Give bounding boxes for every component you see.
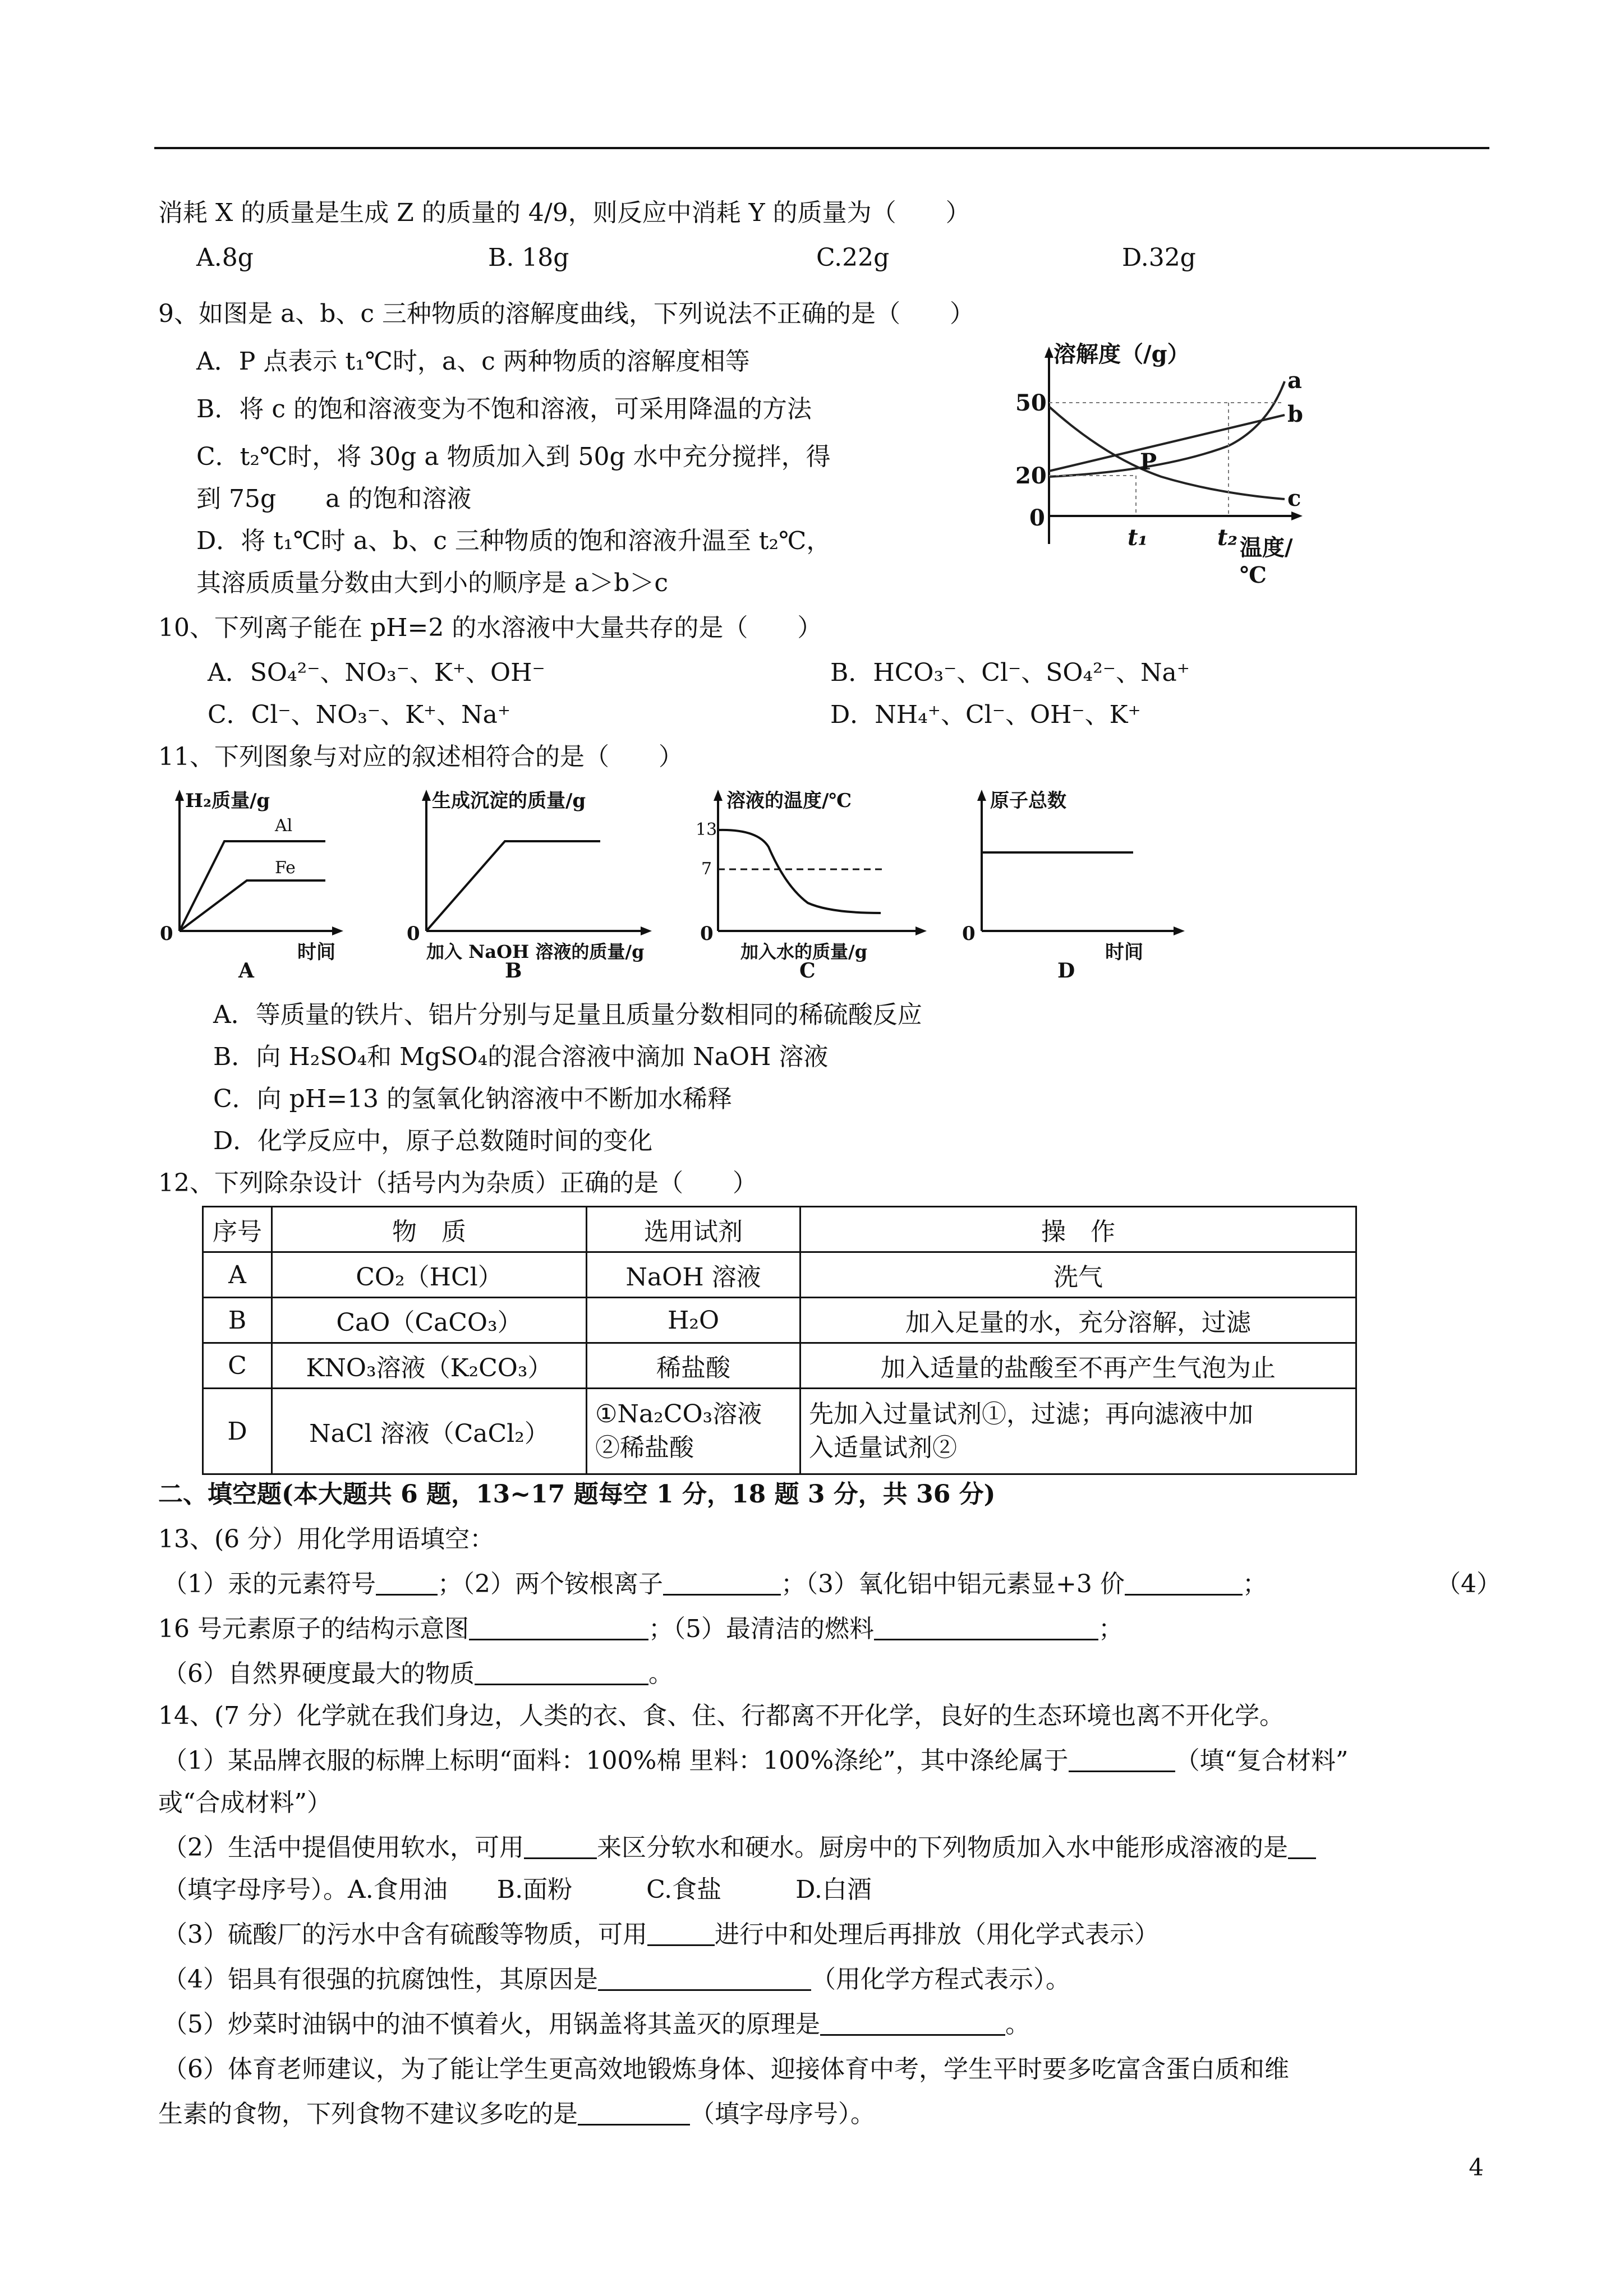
q9-option-d-line1: D．将 t₁℃时 a、b、c 三种物质的饱和溶液升温至 t₂℃， [196, 527, 831, 555]
q9-point-p: P [1140, 449, 1157, 475]
q11-chart-a [157, 785, 348, 987]
q11b-letter: B [505, 959, 522, 983]
table-row [203, 1389, 1356, 1474]
q14-p1 [163, 1744, 1349, 1778]
q9-xlabel: 温度/℃ [1240, 534, 1293, 588]
q11-option-a: A．等质量的铁片、铝片分别与足量且质量分数相同的稀硫酸反应 [213, 1001, 922, 1029]
q11c-xlabel: 加入水的质量/g [740, 941, 868, 962]
q11c-curve [718, 830, 881, 913]
table-cell: B [203, 1298, 272, 1343]
q14-p1b: （填“复合材料” [1175, 1746, 1349, 1775]
answer-blank[interactable] [663, 1569, 781, 1596]
table-cell: C [203, 1343, 272, 1389]
answer-blank[interactable] [820, 2009, 1005, 2036]
q14-p3b: 进行中和处理后再排放（用化学式表示） [715, 1920, 1159, 1949]
q14-p4b: （用化学方程式表示）。 [811, 1965, 1070, 1994]
q10-stem: 10、下列离子能在 pH=2 的水溶液中大量共存的是（ ） [158, 614, 822, 642]
answer-blank[interactable] [647, 1920, 715, 1946]
q14-p6c: （填字母序号）。 [690, 2100, 875, 2128]
table-row [203, 1343, 1356, 1389]
q11b-line [426, 841, 600, 931]
q8-option-c: C.22g [816, 243, 890, 272]
answer-blank[interactable] [874, 1614, 1098, 1640]
q12-stem: 12、下列除杂设计（括号内为杂质）正确的是（ ） [158, 1169, 757, 1197]
q13-l1b: ；（2）两个铵根离子 [438, 1570, 663, 1598]
q10-option-b: B．HCO₃⁻、Cl⁻、SO₄²⁻、Na⁺ [830, 658, 1190, 687]
q11d-xlabel: 时间 [1105, 941, 1143, 963]
q9-ytick-0: 0 [1029, 505, 1045, 531]
q11a-label-al: Al [275, 816, 293, 836]
q10-option-c: C．Cl⁻、NO₃⁻、K⁺、Na⁺ [208, 700, 511, 729]
q8-option-a: A.8g [196, 243, 254, 272]
table-header-row [203, 1207, 1356, 1252]
header-cell: 选用试剂 [587, 1207, 801, 1252]
q13-stem: 13、(6 分）用化学用语填空： [158, 1525, 495, 1553]
q9-option-b: B．将 c 的饱和溶液变为不饱和溶液，可采用降温的方法 [196, 395, 812, 423]
table-cell: D [203, 1389, 272, 1474]
q11c-letter: C [799, 959, 816, 983]
answer-blank[interactable] [524, 1833, 597, 1859]
q14-stem: 14、(7 分）化学就在我们身边，人类的衣、食、住、行都离不开化学，良好的生态环境也离不开化学。 [158, 1702, 1285, 1730]
q13-l2b: ；（5）最清洁的燃料 [648, 1615, 874, 1643]
answer-blank[interactable] [598, 1965, 811, 1991]
q11-chart-d [954, 785, 1189, 987]
q9-option-c-line2: 到 75g a 的饱和溶液 [196, 485, 472, 513]
q13-l1a: （1）汞的元素符号 [163, 1570, 376, 1598]
q13-l2a: 16 号元素原子的结构示意图 [158, 1615, 469, 1643]
q14-p4 [163, 1963, 1070, 1997]
q9-curve-label-b: b [1287, 401, 1303, 427]
q9-stem: 9、如图是 a、b、c 三种物质的溶解度曲线，下列说法不正确的是（ ） [158, 299, 975, 328]
q14-p3 [163, 1918, 1159, 1952]
table-cell: 洗气 [801, 1252, 1356, 1298]
q10-option-d: D．NH₄⁺、Cl⁻、OH⁻、K⁺ [830, 700, 1141, 729]
q9-curve-label-a: a [1287, 367, 1302, 394]
q14-p4a: （4）铝具有很强的抗腐蚀性，其原因是 [163, 1965, 598, 1994]
q8-stem: 消耗 X 的质量是生成 Z 的质量的 4/9，则反应中消耗 Y 的质量为（ ） [158, 199, 970, 227]
table-cell: 加入足量的水，充分溶解，过滤 [801, 1298, 1356, 1343]
table-row [203, 1298, 1356, 1343]
q11b-origin: 0 [407, 923, 420, 945]
q13-line1 [163, 1567, 1267, 1601]
table-cell: KNO₃溶液（K₂CO₃） [272, 1343, 587, 1389]
q11d-letter: D [1057, 959, 1075, 983]
q9-option-c-line1: C．t₂℃时，将 30g a 物质加入到 50g 水中充分搅拌，得 [196, 442, 831, 471]
q14-p2c: （填字母序号）。A.食用油 B.面粉 C.食盐 D.白酒 [163, 1875, 872, 1904]
q14-p3a: （3）硫酸厂的污水中含有硫酸等物质，可用 [163, 1920, 647, 1949]
q11c-ytick-13: 13 [696, 820, 717, 840]
q13-line2 [158, 1612, 1123, 1646]
q11-chart-b [398, 785, 668, 987]
answer-blank[interactable] [578, 2099, 690, 2126]
q11a-ylabel: H₂质量/g [185, 790, 270, 812]
answer-blank[interactable] [376, 1569, 438, 1596]
table-cell: CaO（CaCO₃） [272, 1298, 587, 1343]
table-cell: 先加入过量试剂①，过滤；再向滤液中加 入适量试剂② [801, 1389, 1356, 1474]
q14-p5a: （5）炒菜时油锅中的油不慎着火，用锅盖将其盖灭的原理是 [163, 2010, 820, 2039]
header-cell: 序号 [203, 1207, 272, 1252]
q9-solubility-chart [993, 336, 1307, 588]
q13-l1d: ； [1242, 1570, 1267, 1598]
q14-p2b: 来区分软水和硬水。厨房中的下列物质加入水中能形成溶液的是 [597, 1833, 1288, 1862]
q11-chart-c [696, 785, 931, 987]
q13-l3a: （6）自然界硬度最大的物质 [163, 1659, 475, 1688]
q11d-origin: 0 [962, 923, 976, 945]
q14-p1c: 或“合成材料”） [158, 1788, 332, 1817]
q13-l3b: 。 [648, 1659, 673, 1688]
q11b-xlabel: 加入 NaOH 溶液的质量/g [426, 941, 645, 962]
answer-blank[interactable] [469, 1614, 648, 1640]
q14-p2 [163, 1831, 1316, 1865]
q8-option-d: D.32g [1122, 243, 1196, 272]
table-cell: CO₂（HCl） [272, 1252, 587, 1298]
q9-xtick-t2: t₂ [1217, 524, 1237, 551]
q9-curve-c [1049, 407, 1285, 499]
q9-ytick-20: 20 [1015, 463, 1047, 489]
q9-y-arrow [1045, 347, 1053, 358]
q14-p5b: 。 [1005, 2010, 1030, 2039]
q9-option-d-line2: 其溶质质量分数由大到小的顺序是 a＞b＞c [196, 569, 669, 597]
q11-option-d: D．化学反应中，原子总数随时间的变化 [213, 1127, 653, 1155]
q9-ylabel: 溶解度（/g） [1053, 341, 1190, 367]
answer-blank[interactable] [1288, 1833, 1316, 1859]
section-2-heading: 二、填空题(本大题共 6 题，13~17 题每空 1 分，18 题 3 分，共 36 分) [158, 1480, 996, 1509]
q11a-line-al [180, 841, 325, 931]
q14-p6b: 生素的食物，下列食物不建议多吃的是 [158, 2100, 578, 2128]
table-cell: ①Na₂CO₃溶液 ②稀盐酸 [587, 1389, 801, 1474]
q11a-origin: 0 [160, 923, 173, 945]
q14-p6 [158, 2097, 875, 2131]
q13-l1e: （4） [1436, 1570, 1501, 1598]
q9-xtick-t1: t₁ [1128, 524, 1148, 551]
q11-stem: 11、下列图象与对应的叙述相符合的是（ ） [158, 743, 683, 771]
answer-blank[interactable] [1069, 1746, 1175, 1772]
q11c-origin: 0 [700, 923, 714, 945]
header-cell: 操 作 [801, 1207, 1356, 1252]
answer-blank[interactable] [475, 1659, 648, 1685]
header-cell: 物 质 [272, 1207, 587, 1252]
table-cell: NaOH 溶液 [587, 1252, 801, 1298]
table-cell: A [203, 1252, 272, 1298]
q9-option-a: A．P 点表示 t₁℃时，a、c 两种物质的溶解度相等 [196, 347, 750, 376]
table-cell: NaCl 溶液（CaCl₂） [272, 1389, 587, 1474]
q11-option-b: B．向 H₂SO₄和 MgSO₄的混合溶液中滴加 NaOH 溶液 [213, 1043, 829, 1071]
q9-x-arrow [1291, 511, 1303, 520]
q12-table [202, 1206, 1357, 1475]
table-cell: 稀盐酸 [587, 1343, 801, 1389]
q11d-ylabel: 原子总数 [990, 790, 1066, 812]
table-row [203, 1252, 1356, 1298]
q13-line3 [163, 1657, 673, 1691]
q8-option-b: B. 18g [488, 243, 569, 272]
q14-p5 [163, 2008, 1030, 2041]
q11a-xlabel: 时间 [297, 941, 335, 963]
q13-l2c: ； [1098, 1615, 1123, 1643]
q14-p2a: （2）生活中提倡使用软水，可用 [163, 1833, 524, 1862]
table-cell: H₂O [587, 1298, 801, 1343]
header-rule [154, 147, 1489, 149]
q11c-ylabel: 溶液的温度/℃ [726, 790, 852, 812]
q13-l1c: ；（3）氧化铝中铝元素显+3 价 [781, 1570, 1125, 1598]
q11c-ytick-7: 7 [701, 859, 712, 879]
q11a-letter: A [238, 959, 254, 983]
q9-ytick-50: 50 [1015, 390, 1047, 416]
q11a-label-fe: Fe [275, 858, 296, 878]
q11b-ylabel: 生成沉淀的质量/g [432, 790, 586, 812]
q14-p1a: （1）某品牌衣服的标牌上标明“面料：100%棉 里料：100%涤纶”，其中涤纶属于 [163, 1746, 1069, 1775]
page-number: 4 [1469, 2154, 1484, 2181]
q11-option-c: C．向 pH=13 的氢氧化钠溶液中不断加水稀释 [213, 1085, 733, 1113]
table-cell: 加入适量的盐酸至不再产生气泡为止 [801, 1343, 1356, 1389]
q9-curve-label-c: c [1287, 485, 1301, 511]
q14-p6a: （6）体育老师建议，为了能让学生更高效地锻炼身体、迎接体育中考，学生平时要多吃富含蛋白质和维 [163, 2055, 1289, 2083]
answer-blank[interactable] [1125, 1569, 1243, 1596]
q10-option-a: A．SO₄²⁻、NO₃⁻、K⁺、OH⁻ [208, 658, 545, 687]
